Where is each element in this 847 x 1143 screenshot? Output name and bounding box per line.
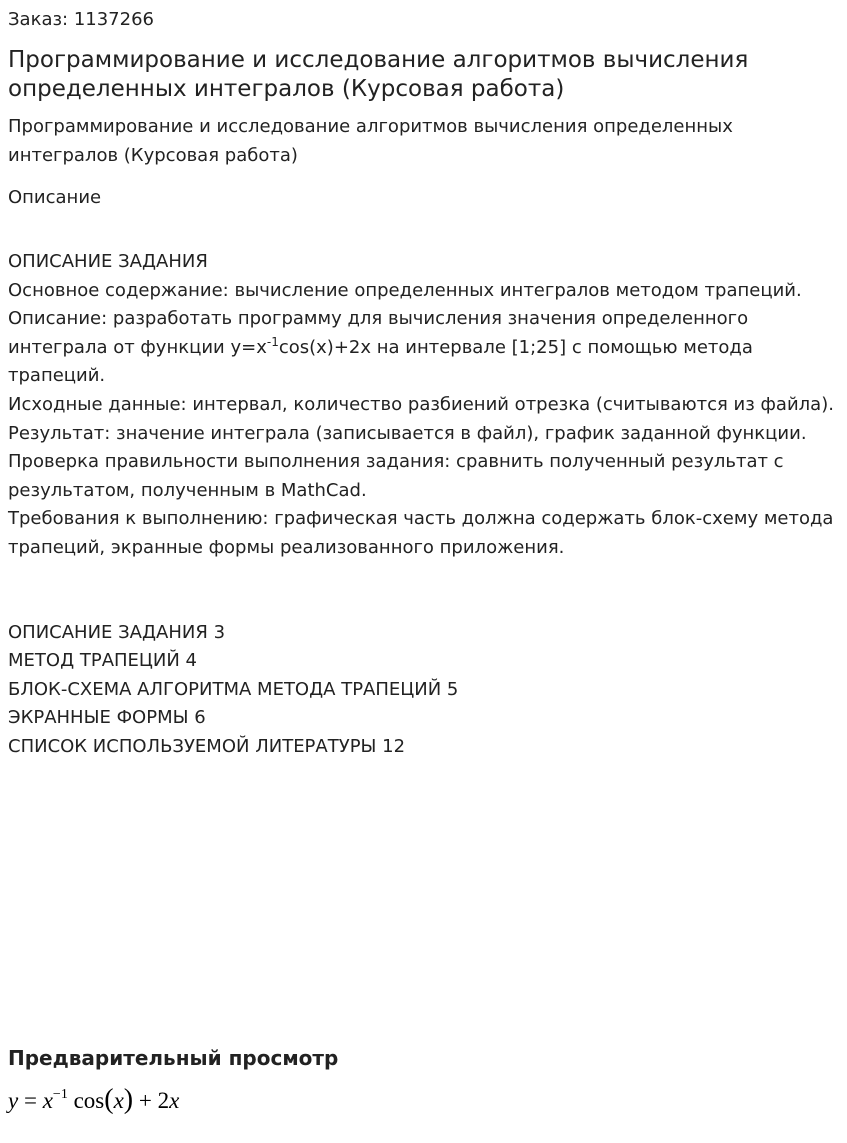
preview-formula (8, 1084, 179, 1117)
formula-close-paren: ) (123, 1084, 134, 1115)
order-number: Заказ: 1137266 (8, 9, 154, 30)
formula-arg: x (113, 1088, 124, 1113)
task-main-content: Основное содержание: вычисление определенных интегралов методом трапеций. (8, 279, 802, 301)
preview-heading: Предварительный просмотр (8, 1046, 339, 1070)
formula-open-paren: ( (104, 1084, 114, 1115)
toc-item: ОПИСАНИЕ ЗАДАНИЯ 3 (8, 621, 226, 643)
formula-exponent: −1 (52, 1087, 68, 1102)
table-of-contents (8, 619, 838, 762)
toc-item: МЕТОД ТРАПЕЦИЙ 4 (8, 650, 197, 672)
formula-func: cos (67, 1088, 105, 1113)
toc-item: ЭКРАННЫЕ ФОРМЫ 6 (8, 707, 206, 729)
task-description-exponent: -1 (266, 334, 279, 349)
task-input-data: Исходные данные: интервал, количество разбиений отрезка (считываются из файла). (8, 393, 834, 415)
document-title: Программирование и исследование алгоритмов вычисления определенных интегралов (Курсовая работа) (8, 47, 749, 102)
task-description-before: Описание: разработать программу для вычисления значения определенного интеграла от функции y=x (8, 308, 749, 358)
task-description-text (8, 305, 838, 391)
formula-equals: = (18, 1088, 43, 1113)
task-requirements: Требования к выполнению: графическая часть должна содержать блок-схему метода трапеций, экранные формы реализованного приложения. (8, 508, 834, 558)
document-page (8, 8, 838, 762)
toc-item: БЛОК-СХЕМА АЛГОРИТМА МЕТОДА ТРАПЕЦИЙ 5 (8, 678, 459, 700)
task-heading: ОПИСАНИЕ ЗАДАНИЯ (8, 251, 208, 272)
toc-item: СПИСОК ИСПОЛЬЗУЕМОЙ ЛИТЕРАТУРЫ 12 (8, 735, 406, 757)
formula-plus: + 2 (133, 1088, 170, 1113)
formula-last-var: x (169, 1088, 180, 1113)
task-description (8, 248, 838, 563)
formula-base: x (42, 1088, 53, 1113)
description-label: Описание (8, 187, 102, 208)
document-subtitle: Программирование и исследование алгоритмов вычисления определенных интегралов (Курсовая работа) (8, 116, 733, 166)
formula-lhs: y (8, 1088, 19, 1113)
task-verification: Проверка правильности выполнения задания: сравнить полученный результат с результатом, полученным в MathCad. (8, 451, 784, 501)
task-result: Результат: значение интеграла (записывается в файл), график заданной функции. (8, 422, 807, 444)
task-description-after: cos(x)+2x на интервале [1;25] с помощью метода трапеций. (8, 336, 753, 387)
